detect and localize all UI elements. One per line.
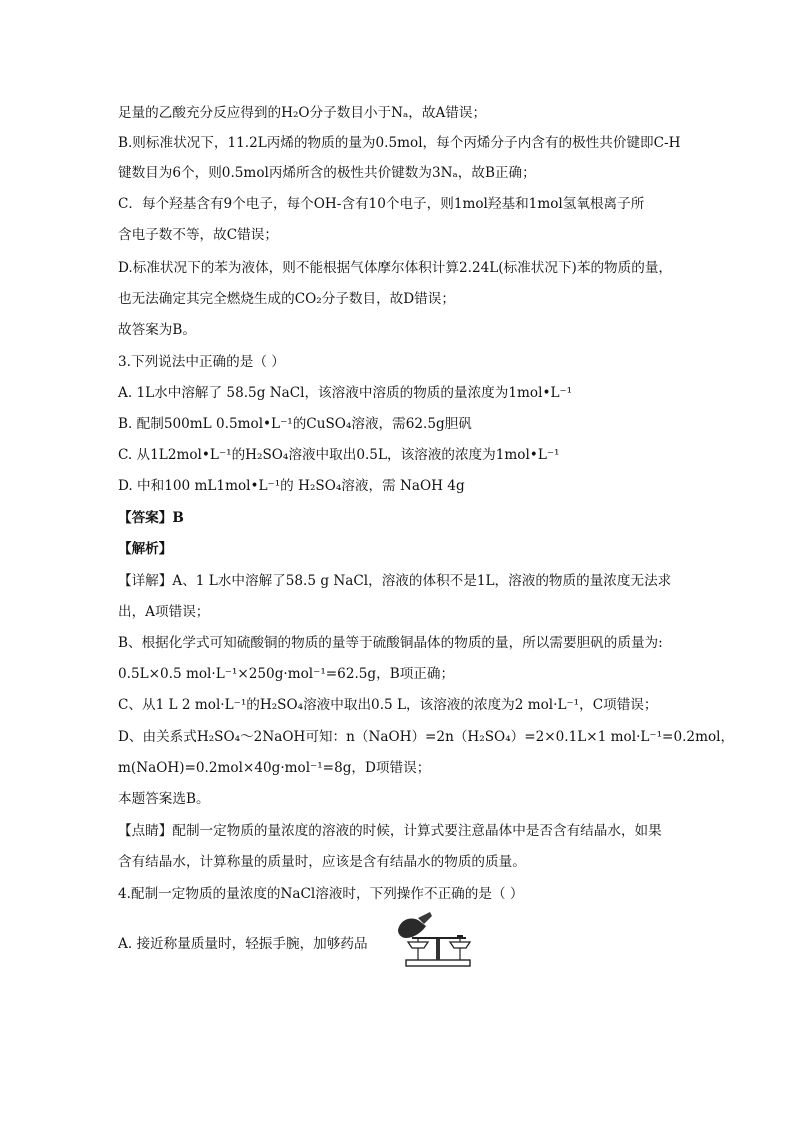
question-title: 4.配制一定物质的量浓度的NaCl溶液时，下列操作不正确的是（ ） xyxy=(118,886,524,902)
text-line: 0.5L×0.5 mol·L⁻¹×250g·mol⁻¹=62.5g，B项正确； xyxy=(118,666,455,682)
option-b: B. 配制500mL 0.5mol•L⁻¹的CuSO₄溶液，需62.5g胆矾 xyxy=(118,416,472,432)
text-line: B.则标准状况下，11.2L丙烯的物质的量为0.5mol，每个丙烯分子内含有的极性共价键即C-H xyxy=(118,135,681,151)
question-title: 3.下列说法中正确的是（ ） xyxy=(118,354,285,370)
option-a: A. 接近称量质量时，轻振手腕，加够药品 xyxy=(118,936,368,952)
tip-line: 【点睛】配制一定物质的量浓度的溶液的时候，计算式要注意晶体中是否含有结晶水，如果 xyxy=(118,823,662,839)
text-line: m(NaOH)=0.2mol×40g·mol⁻¹=8g，D项错误； xyxy=(118,760,431,776)
option-c: C. 从1L2mol•L⁻¹的H₂SO₄溶液中取出0.5L，该溶液的浓度为1mol•L⁻¹ xyxy=(118,447,560,463)
text-line: B、根据化学式可知硫酸铜的物质的量等于硫酸铜晶体的物质的量，所以需要胆矾的质量为: xyxy=(118,635,663,651)
option-a: A. 1L水中溶解了 58.5g NaCl，该溶液中溶质的物质的量浓度为1mol•L⁻¹ xyxy=(118,385,573,401)
text-line: 出，A项错误； xyxy=(118,604,210,620)
balance-scale-illustration xyxy=(396,908,476,970)
answer-heading: 【答案】B xyxy=(118,510,184,526)
text-line: 本题答案选B。 xyxy=(118,791,210,807)
option-d: D. 中和100 mL1mol•L⁻¹的 H₂SO₄溶液，需 NaOH 4g xyxy=(118,478,465,494)
text-line: 键数目为6个，则0.5mol丙烯所含的极性共价键数为3Nₐ，故B正确； xyxy=(118,165,536,181)
text-line: D.标准状况下的苯为液体，则不能根据气体摩尔体积计算2.24L(标准状况下)苯的物质的量， xyxy=(118,260,673,276)
text-line: C、从1 L 2 mol·L⁻¹的H₂SO₄溶液中取出0.5 L，该溶液的浓度为2 mol·L⁻¹，C项错误； xyxy=(118,697,658,713)
analysis-heading: 【解析】 xyxy=(118,541,173,557)
text-line: C．每个羟基含有9个电子，每个OH-含有10个电子，则1mol羟基和1mol氢氧根离子所 xyxy=(118,196,645,212)
text-line: 也无法确定其完全燃烧生成的CO₂分子数目，故D错误； xyxy=(118,291,455,307)
text-line: 故答案为B。 xyxy=(118,322,196,338)
text-line: 含电子数不等，故C错误； xyxy=(118,227,278,243)
text-line: 【详解】A、1 L水中溶解了58.5 g NaCl，溶液的体积不是1L，溶液的物质的量浓度无法求 xyxy=(118,573,672,589)
text-line: D、由关系式H₂SO₄～2NaOH可知：n（NaOH）=2n（H₂SO₄）=2×0.1L×1 mol·L⁻¹=0.2mol， xyxy=(118,729,735,745)
text-line: 含有结晶水，计算称量的质量时，应该是含有结晶水的物质的质量。 xyxy=(118,854,526,870)
text-line: 足量的乙酸充分反应得到的H₂O分子数目小于Nₐ，故A错误； xyxy=(118,105,487,121)
